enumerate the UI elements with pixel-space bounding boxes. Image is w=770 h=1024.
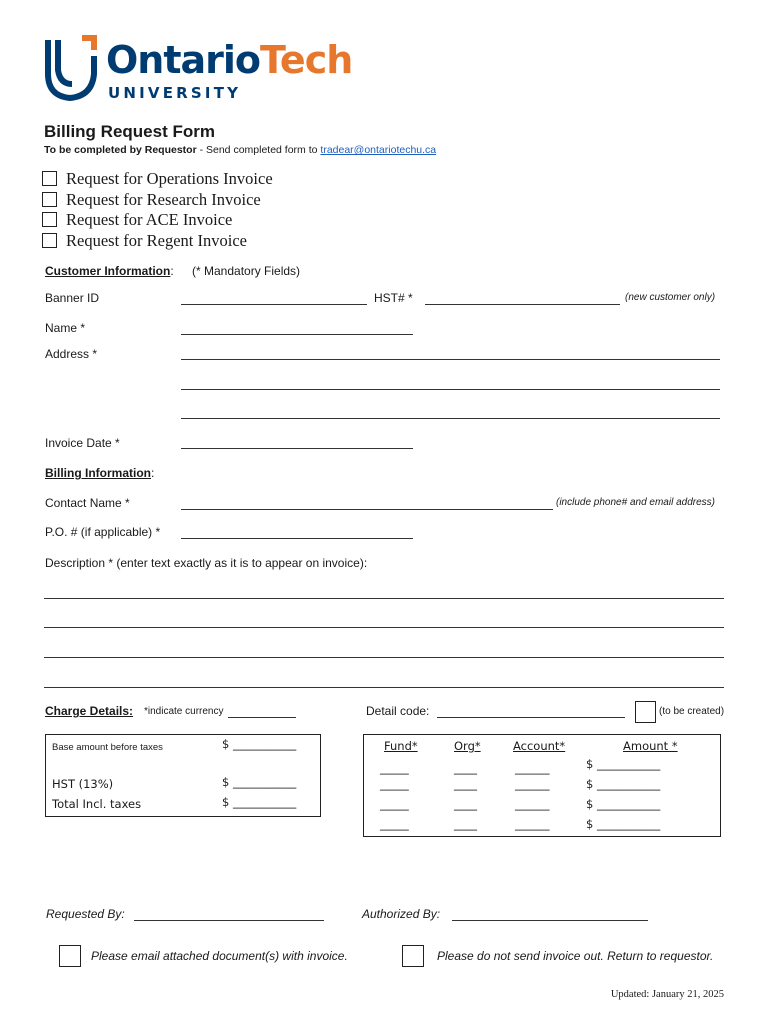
invoice-type-label: Request for ACE Invoice — [66, 210, 233, 229]
instruction-bold: To be completed by Requestor — [44, 144, 197, 156]
table-row — [364, 777, 720, 797]
invoice-type-label: Request for Regent Invoice — [66, 230, 247, 250]
authorized-by-field[interactable] — [452, 920, 648, 921]
hst-amount-label: HST (13%) — [52, 777, 114, 791]
to-be-created-checkbox[interactable] — [635, 701, 656, 723]
instruction-rest: - Send completed form to — [196, 144, 321, 156]
email-docs-label: Please email attached document(s) with invoice. — [91, 949, 348, 963]
ontario-tech-shield-icon — [44, 34, 100, 102]
base-amount-label: Base amount before taxes — [52, 742, 163, 753]
billing-heading-text: Billing Information — [45, 466, 151, 480]
checkbox[interactable] — [42, 212, 57, 227]
amount-cell[interactable]: $ ___________ — [586, 797, 661, 811]
account-cell[interactable]: ______ — [515, 777, 550, 791]
requested-by-field[interactable] — [134, 920, 324, 921]
column-header-amount: Amount * — [623, 739, 678, 753]
contact-note: (include phone# and email address) — [556, 497, 715, 508]
fund-cell[interactable]: _____ — [380, 761, 409, 775]
amount-cell[interactable]: $ ___________ — [586, 757, 661, 771]
total-label: Total Incl. taxes — [52, 797, 142, 811]
amount-cell[interactable]: $ ___________ — [586, 817, 661, 831]
mandatory-note: (* Mandatory Fields) — [192, 264, 301, 278]
updated-date: Updated: January 21, 2025 — [610, 989, 724, 1000]
logo — [44, 34, 353, 104]
invoice-date-label: Invoice Date * — [45, 436, 120, 450]
form-instruction — [44, 144, 436, 156]
name-label: Name * — [45, 321, 86, 335]
fund-cell[interactable]: _____ — [380, 817, 409, 831]
account-table — [363, 734, 721, 837]
hst-field[interactable] — [425, 304, 620, 305]
customer-heading-colon: : — [170, 264, 174, 278]
billing-info-heading — [45, 466, 154, 480]
tax-summary-box — [45, 734, 321, 817]
currency-field[interactable] — [228, 717, 296, 718]
detail-code-field[interactable] — [437, 717, 625, 718]
table-row — [364, 797, 720, 817]
form-title: Billing Request Form — [44, 122, 215, 141]
customer-info-heading — [45, 264, 174, 278]
description-field-line4[interactable] — [44, 687, 724, 688]
address-field-line3[interactable] — [181, 418, 720, 419]
org-cell[interactable]: ____ — [454, 777, 477, 791]
column-header-fund: Fund* — [384, 739, 418, 753]
checkbox[interactable] — [42, 233, 57, 248]
invoice-type-label: Request for Operations Invoice — [66, 169, 273, 188]
account-cell[interactable]: ______ — [515, 797, 550, 811]
return-to-requestor-label: Please do not send invoice out. Return to requestor. — [437, 949, 714, 963]
org-cell[interactable]: ____ — [454, 817, 477, 831]
hst-amount-field[interactable]: $ ___________ — [222, 775, 297, 789]
description-field-line3[interactable] — [44, 657, 724, 658]
email-docs-checkbox[interactable] — [59, 945, 81, 967]
customer-heading-text: Customer Information — [45, 264, 171, 278]
contact-name-field[interactable] — [181, 509, 553, 510]
account-cell[interactable]: ______ — [515, 761, 550, 775]
return-to-requestor-checkbox[interactable] — [402, 945, 424, 967]
po-field[interactable] — [181, 538, 413, 539]
description-field-line2[interactable] — [44, 627, 724, 628]
requested-by-label: Requested By: — [46, 907, 125, 921]
hst-label: HST# * — [374, 291, 413, 305]
table-row — [364, 817, 720, 837]
fund-cell[interactable]: _____ — [380, 777, 409, 791]
account-cell[interactable]: ______ — [515, 817, 550, 831]
description-field-line1[interactable] — [44, 598, 724, 599]
address-label: Address * — [45, 347, 98, 361]
org-cell[interactable]: ____ — [454, 761, 477, 775]
base-amount-field[interactable]: $ ___________ — [222, 737, 297, 751]
column-header-org: Org* — [454, 739, 481, 753]
org-cell[interactable]: ____ — [454, 797, 477, 811]
invoice-date-field[interactable] — [181, 448, 413, 449]
po-label: P.O. # (if applicable) * — [45, 525, 161, 539]
description-label: Description * (enter text exactly as it is to appear on invoice): — [45, 556, 368, 570]
banner-id-label: Banner ID — [45, 291, 100, 305]
invoice-type-label: Request for Research Invoice — [66, 189, 261, 209]
banner-id-field[interactable] — [181, 304, 367, 305]
currency-note: *indicate currency — [144, 706, 224, 717]
to-be-created-label: (to be created) — [659, 706, 725, 717]
logo-name-ontario: Ontario — [106, 38, 261, 82]
logo-name-tech: Tech — [260, 38, 353, 82]
email-link[interactable]: tradear@ontariotechu.ca — [320, 144, 437, 156]
address-field-line2[interactable] — [181, 389, 720, 390]
checkbox[interactable] — [42, 171, 57, 186]
total-field[interactable]: $ ___________ — [222, 795, 297, 809]
charge-details-heading: Charge Details: — [45, 704, 134, 718]
checkbox[interactable] — [42, 192, 57, 207]
logo-university: UNIVERSITY — [108, 84, 242, 102]
authorized-by-label: Authorized By: — [362, 907, 441, 921]
billing-heading-colon: : — [151, 466, 155, 480]
new-customer-note: (new customer only) — [625, 292, 716, 303]
address-field-line1[interactable] — [181, 359, 720, 360]
name-field[interactable] — [181, 334, 413, 335]
fund-cell[interactable]: _____ — [380, 797, 409, 811]
contact-name-label: Contact Name * — [45, 496, 130, 510]
column-header-account: Account* — [513, 739, 566, 753]
amount-cell[interactable]: $ ___________ — [586, 777, 661, 791]
detail-code-label: Detail code: — [366, 704, 430, 718]
